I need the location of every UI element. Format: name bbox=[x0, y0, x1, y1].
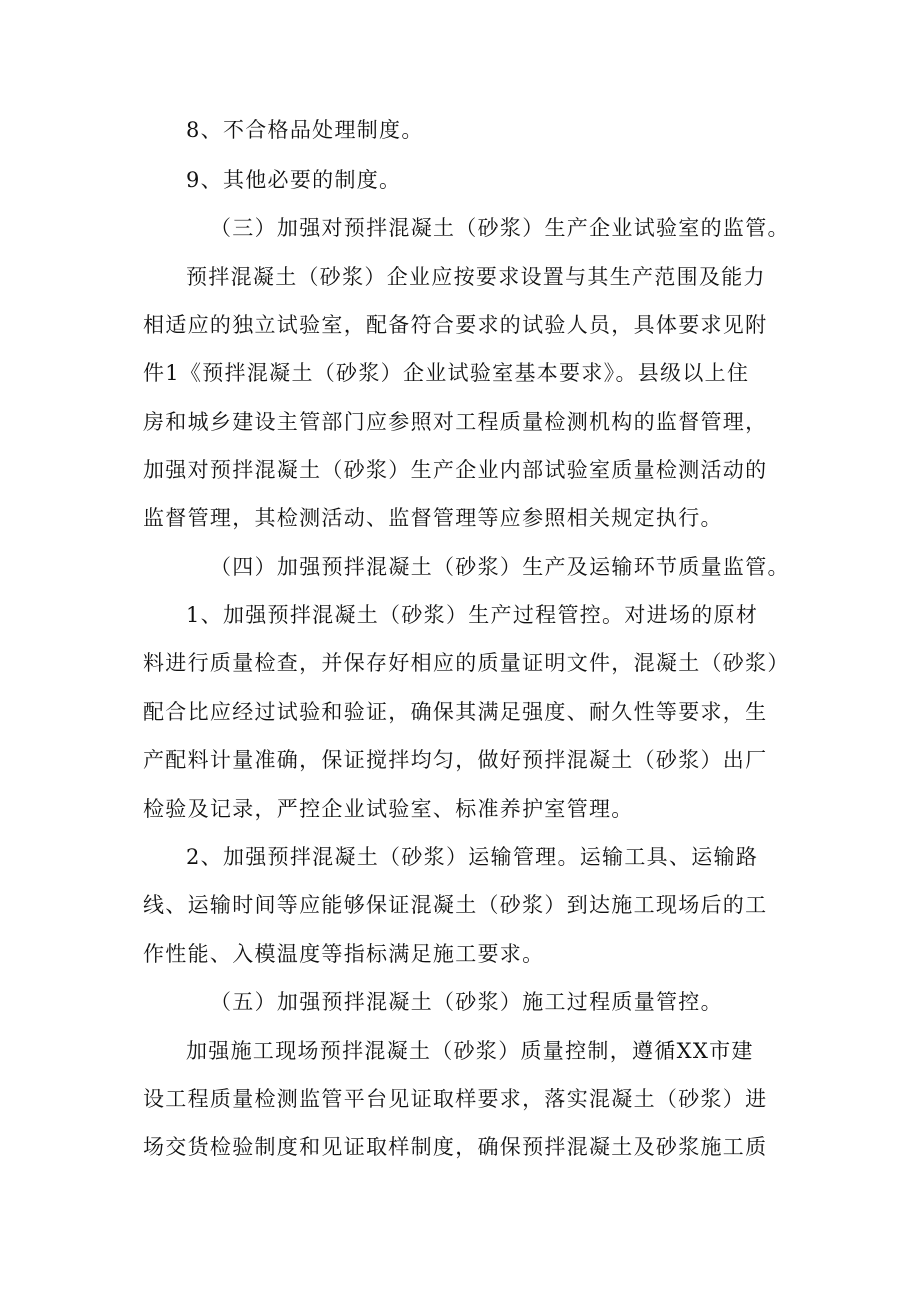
section-heading-5: （五）加强预拌混凝土（砂浆）施工过程质量管控。 bbox=[210, 990, 723, 1014]
paragraph-line: 检验及记录，严控企业试验室、标准养护室管理。 bbox=[143, 797, 634, 821]
section-heading-4: （四）加强预拌混凝土（砂浆）生产及运输环节质量监管。 bbox=[210, 555, 790, 579]
section-heading-3: （三）加强对预拌混凝土（砂浆）生产企业试验室的监管。 bbox=[210, 216, 790, 240]
paragraph-line: 加强对预拌混凝土（砂浆）生产企业内部试验室质量检测活动的 bbox=[143, 458, 768, 482]
paragraph-line: 加强施工现场预拌混凝土（砂浆）质量控制，遵循XX市建 bbox=[186, 1039, 754, 1063]
paragraph-line: 房和城乡建设主管部门应参照对工程质量检测机构的监督管理， bbox=[143, 410, 768, 434]
paragraph-line: 作性能、入模温度等指标满足施工要求。 bbox=[143, 942, 545, 966]
paragraph-line: 产配料计量准确，保证搅拌均匀，做好预拌混凝土（砂浆）出厂 bbox=[143, 748, 768, 772]
paragraph-line: 场交货检验制度和见证取样制度，确保预拌混凝土及砂浆施工质 bbox=[143, 1135, 768, 1159]
paragraph-line: 预拌混凝土（砂浆）企业应按要求设置与其生产范围及能力 bbox=[186, 265, 766, 289]
paragraph-line: 线、运输时间等应能够保证混凝土（砂浆）到达施工现场后的工 bbox=[143, 893, 768, 917]
list-item-8: 8、不合格品处理制度。 bbox=[186, 118, 424, 142]
paragraph-line: 监督管理，其检测活动、监督管理等应参照相关规定执行。 bbox=[143, 506, 723, 530]
paragraph-line: 设工程质量检测监管平台见证取样要求，落实混凝土（砂浆）进 bbox=[143, 1087, 768, 1111]
list-item-9: 9、其他必要的制度。 bbox=[186, 168, 402, 192]
paragraph-line: 相适应的独立试验室，配备符合要求的试验人员，具体要求见附 bbox=[143, 313, 768, 337]
paragraph-line: 配合比应经过试验和验证，确保其满足强度、耐久性等要求，生 bbox=[143, 700, 768, 724]
paragraph-line: 2、加强预拌混凝土（砂浆）运输管理。运输工具、运输路 bbox=[186, 845, 759, 869]
paragraph-line: 料进行质量检查，并保存好相应的质量证明文件，混凝土（砂浆） bbox=[143, 651, 790, 675]
paragraph-line: 件1《预拌混凝土（砂浆）企业试验室基本要求》。县级以上住 bbox=[143, 361, 750, 385]
paragraph-line: 1、加强预拌混凝土（砂浆）生产过程管控。对进场的原材 bbox=[186, 603, 759, 627]
